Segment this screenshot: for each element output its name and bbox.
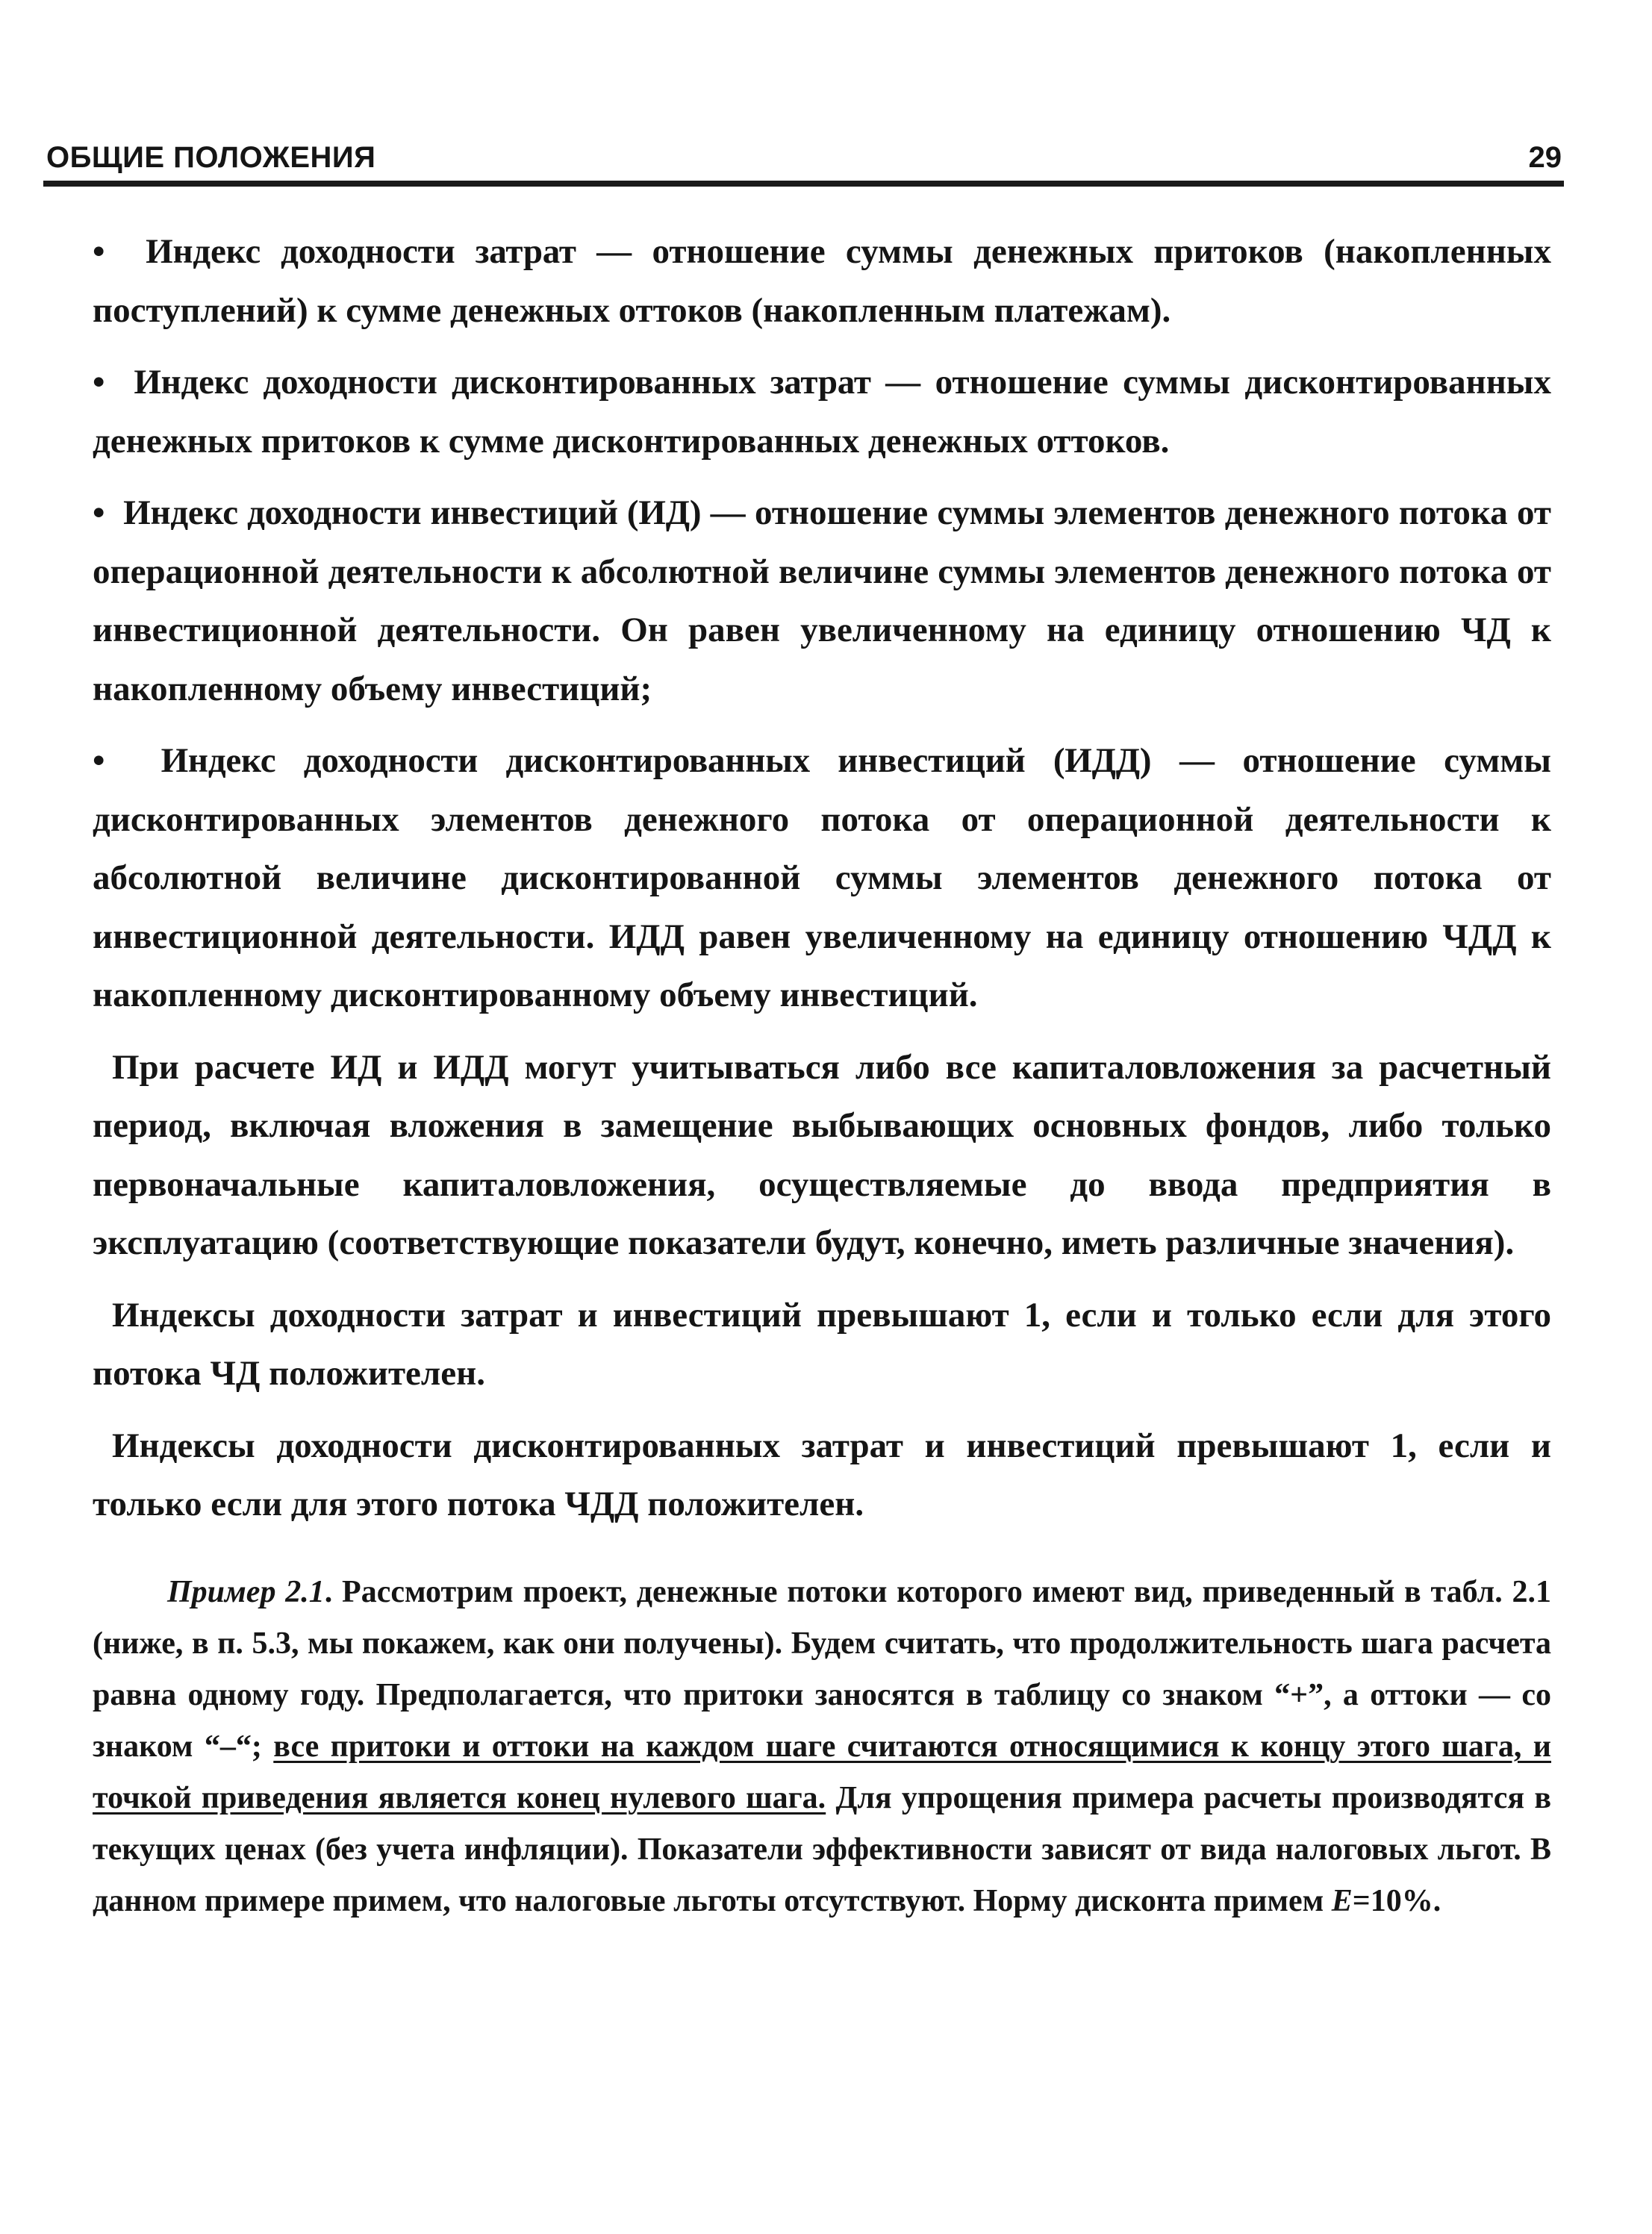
- paragraph: Индексы доходности дисконтированных затрат и инвестиций превышают 1, если и только если для этого потока ЧДД положителен.: [93, 1426, 1551, 1523]
- term: Индекс доходности инвестиций (ИД): [123, 493, 702, 532]
- body-text: [93, 222, 1551, 1927]
- underlined-text: все притоки и оттоки на каждом шаге считаются относящимися к концу этого шага, и точкой приведения является конец нулевого шага.: [93, 1729, 1551, 1815]
- discount-value: =10%.: [1352, 1883, 1441, 1918]
- example-paragraph: [93, 1567, 1551, 1927]
- example-text: . Рассмотрим проект, денежные потоки которого имеют вид, приведенный в табл. 2.1 (ниже, в п. 5.3, мы покажем, как они получены). Будем считать, что продолжительность шага расчета равна одному году. Предполагается, что притоки заносятся в таблицу со знаком “+”, а оттоки — со знаком “–“;: [93, 1574, 1551, 1764]
- running-title: ОБЩИЕ ПОЛОЖЕНИЯ: [46, 141, 376, 174]
- page-header: [46, 137, 1562, 178]
- list-item: [93, 222, 1551, 340]
- bullet-icon: •: [93, 493, 105, 532]
- list-item: [93, 484, 1551, 718]
- definition: — отношение суммы элементов денежного потока от операционной деятельности к абсолютной величине суммы элементов денежного потока от инвестиционной деятельности. Он равен увеличенному на единицу отношению ЧД к накопленному объему инвестиций;: [93, 493, 1552, 708]
- bullet-icon: •: [93, 363, 105, 402]
- term: Индекс доходности дисконтированных инвестиций (ИДД): [160, 741, 1152, 780]
- list-item: [93, 353, 1551, 470]
- definition: — отношение суммы денежных притоков (накопленных поступлений) к сумме денежных оттоков (накопленным платежам).: [93, 232, 1552, 330]
- bullet-icon: •: [93, 741, 105, 780]
- example-text: Для упрощения примера расчеты производятся в текущих ценах (без учета инфляции). Показатели эффективности зависят от вида налоговых льгот. В данном примере примем, что налоговые льготы отсутствуют. Норму дисконта примем: [93, 1780, 1552, 1918]
- example-label: Пример 2.1: [167, 1574, 325, 1609]
- term: Индекс доходности затрат: [146, 232, 576, 271]
- bullet-icon: •: [93, 232, 105, 271]
- list-item: [93, 731, 1551, 1025]
- discount-variable: E: [1331, 1883, 1353, 1918]
- paragraph: Индексы доходности затрат и инвестиций превышают 1, если и только если для этого потока ЧД положителен.: [93, 1295, 1551, 1393]
- definition: — отношение суммы дисконтированных денежных притоков к сумме дисконтированных денежных оттоков.: [93, 363, 1551, 461]
- term: Индекс доходности дисконтированных затрат: [134, 363, 871, 402]
- header-rule: [43, 181, 1564, 187]
- page-number: 29: [1528, 141, 1562, 174]
- paragraph: При расчете ИД и ИДД могут учитываться либо все капиталовложения за расчетный период, включая вложения в замещение выбывающих основных фондов, либо только первоначальные капиталовложения, осуществляемые до ввода предприятия в эксплуатацию (соответствующие показатели будут, конечно, иметь различные значения).: [93, 1047, 1551, 1262]
- definition: — отношение суммы дисконтированных элементов денежного потока от операционной деятельности к абсолютной величине дисконтированной суммы элементов денежного потока от инвестиционной деятельности. ИДД равен увеличенному на единицу отношению ЧДД к накопленному дисконтированному объему инвестиций.: [93, 741, 1551, 1014]
